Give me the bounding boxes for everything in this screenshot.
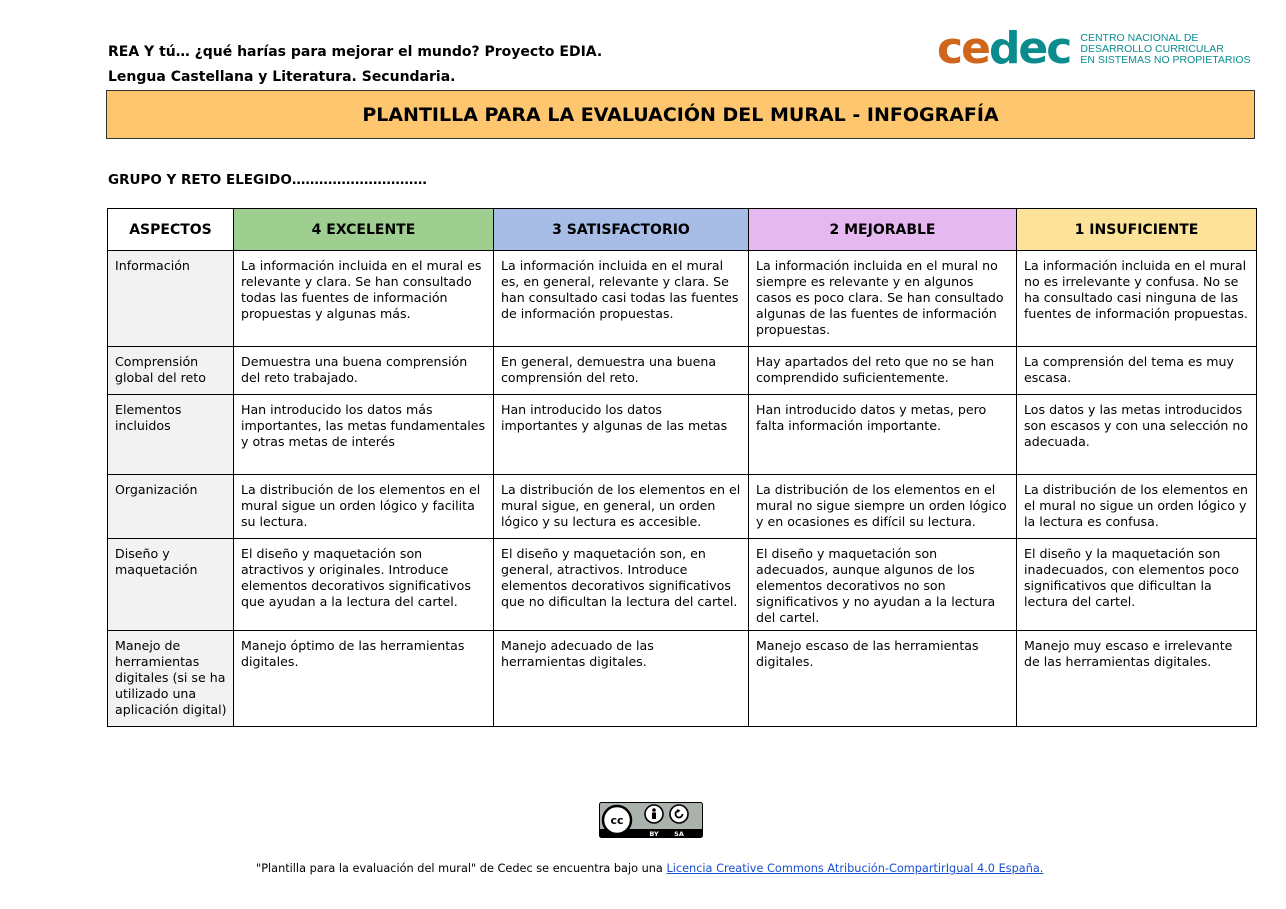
cedec-logo [937, 23, 1251, 74]
header-aspectos: ASPECTOS [108, 209, 234, 251]
criteria-cell: La información incluida en el mural no es irrelevante y confusa. No se ha consultado casi ninguna de las fuentes de información propuestas. [1017, 251, 1257, 347]
logo-sub-line1: CENTRO NACIONAL DE [1080, 31, 1199, 44]
logo-word-dec: dec [988, 23, 1071, 74]
criteria-cell: Demuestra una buena comprensión del reto trabajado. [234, 347, 494, 395]
sa-label: SA [674, 830, 684, 838]
aspect-cell: Diseño y maquetación [108, 539, 234, 631]
criteria-cell: La información incluida en el mural es relevante y clara. Se han consultado todas las fuentes de información propuestas y algunas más. [234, 251, 494, 347]
table-row [108, 631, 1257, 727]
evaluation-rubric-table [107, 208, 1257, 727]
header-insuficiente: 1 INSUFICIENTE [1017, 209, 1257, 251]
table-row [108, 251, 1257, 347]
cc-text: cc [610, 814, 624, 827]
table-row [108, 539, 1257, 631]
criteria-cell: Han introducido los datos más importantes, las metas fundamentales y otras metas de interés [234, 395, 494, 475]
cedec-logo-word [937, 23, 1071, 74]
criteria-cell: En general, demuestra una buena comprensión del reto. [494, 347, 749, 395]
criteria-cell: La distribución de los elementos en el mural sigue un orden lógico y facilita su lectura. [234, 475, 494, 539]
criteria-cell: El diseño y maquetación son atractivos y originales. Introduce elementos decorativos significativos que ayudan a la lectura del cartel. [234, 539, 494, 631]
aspect-cell: Manejo de herramientas digitales (si se ha utilizado una aplicación digital) [108, 631, 234, 727]
table-row [108, 475, 1257, 539]
table-header-row [108, 209, 1257, 251]
header-satisfactorio: 3 SATISFACTORIO [494, 209, 749, 251]
header-excelente: 4 EXCELENTE [234, 209, 494, 251]
criteria-cell: Manejo óptimo de las herramientas digitales. [234, 631, 494, 727]
criteria-cell: Manejo escaso de las herramientas digitales. [749, 631, 1017, 727]
sa-share-icon [670, 805, 688, 823]
criteria-cell: Los datos y las metas introducidos son escasos y con una selección no adecuada. [1017, 395, 1257, 475]
header-subject: Lengua Castellana y Literatura. Secundaria. [108, 69, 456, 85]
table-row [108, 395, 1257, 475]
by-label: BY [649, 830, 659, 838]
aspect-cell: Organización [108, 475, 234, 539]
criteria-cell: Manejo adecuado de las herramientas digitales. [494, 631, 749, 727]
criteria-cell: El diseño y maquetación son, en general, atractivos. Introduce elementos decorativos significativos que no dificultan la lectura del cartel. [494, 539, 749, 631]
criteria-cell: La información incluida en el mural es, en general, relevante y clara. Se han consultado casi todas las fuentes de información propuestas. [494, 251, 749, 347]
criteria-cell: El diseño y maquetación son adecuados, aunque algunos de los elementos decorativos no son significativos y no ayudan a la lectura del cartel. [749, 539, 1017, 631]
logo-word-ce: ce [937, 23, 989, 74]
logo-sub-line3: EN SISTEMAS NO PROPIETARIOS [1080, 53, 1251, 66]
criteria-cell: La comprensión del tema es muy escasa. [1017, 347, 1257, 395]
criteria-cell: Manejo muy escaso e irrelevante de las herramientas digitales. [1017, 631, 1257, 727]
criteria-cell: Hay apartados del reto que no se han comprendido suficientemente. [749, 347, 1017, 395]
criteria-cell: La distribución de los elementos en el mural no sigue siempre un orden lógico y en ocasiones es difícil su lectura. [749, 475, 1017, 539]
criteria-cell: La distribución de los elementos en el mural sigue, en general, un orden lógico y su lectura es accesible. [494, 475, 749, 539]
criteria-cell: El diseño y la maquetación son inadecuados, con elementos poco significativos que dificultan la lectura del cartel. [1017, 539, 1257, 631]
aspect-cell: Comprensión global del reto [108, 347, 234, 395]
license-link[interactable]: Licencia Creative Commons Atribución-CompartirIgual 4.0 España. [666, 862, 1044, 875]
cc-badge-graphic [599, 802, 703, 838]
header-project-title: REA Y tú… ¿qué harías para mejorar el mundo? Proyecto EDIA. [108, 44, 603, 60]
header-mejorable: 2 MEJORABLE [749, 209, 1017, 251]
logo-sub-line2: DESARROLLO CURRICULAR [1080, 42, 1224, 55]
table-row [108, 347, 1257, 395]
aspect-cell: Información [108, 251, 234, 347]
page-title: PLANTILLA PARA LA EVALUACIÓN DEL MURAL - INFOGRAFÍA [106, 90, 1255, 139]
criteria-cell: Han introducido datos y metas, pero falta información importante. [749, 395, 1017, 475]
criteria-cell: Han introducido los datos importantes y algunas de las metas [494, 395, 749, 475]
group-challenge-label: GRUPO Y RETO ELEGIDO………………………… [108, 172, 427, 188]
cedec-logo-subtitle [1080, 33, 1250, 66]
aspect-cell: Elementos incluidos [108, 395, 234, 475]
cc-by-sa-icon[interactable] [599, 802, 703, 838]
criteria-cell: La información incluida en el mural no siempre es relevante y en algunos casos es poco clara. Se han consultado algunas de las fuentes de información propuestas. [749, 251, 1017, 347]
criteria-cell: La distribución de los elementos en el mural no sigue un orden lógico y la lectura es confusa. [1017, 475, 1257, 539]
license-footer [256, 862, 1043, 875]
footer-text: "Plantilla para la evaluación del mural" de Cedec se encuentra bajo una [256, 862, 667, 875]
